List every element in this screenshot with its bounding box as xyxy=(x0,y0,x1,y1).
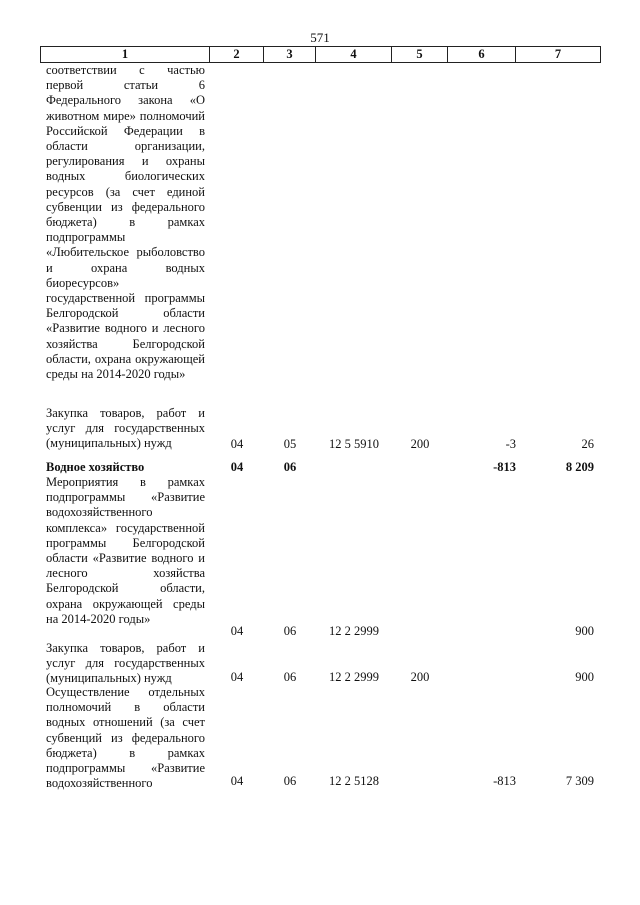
cell-subsection: 06 xyxy=(283,460,297,474)
column-header-5: 5 xyxy=(392,47,448,63)
cell-target-article: 12 5 5910 xyxy=(329,437,379,451)
cell-subsection: 06 xyxy=(283,670,297,684)
row-description: Закупка товаров, работ и услуг для государственных (муниципальных) нужд xyxy=(46,406,205,451)
page-number: 571 xyxy=(310,30,330,45)
cell-total-amount: 900 xyxy=(575,670,594,684)
row-description: Закупка товаров, работ и услуг для государственных (муниципальных) нужд xyxy=(46,641,205,686)
column-header-row xyxy=(41,47,601,63)
cell-total-amount: 900 xyxy=(575,624,594,638)
cell-total-amount: 7 309 xyxy=(565,774,594,788)
cell-subsection: 05 xyxy=(283,437,297,451)
cell-section: 04 xyxy=(230,460,244,474)
cell-expense-type: 200 xyxy=(410,670,430,684)
cell-total-amount: 8 209 xyxy=(565,460,594,474)
cell-expense-type: 200 xyxy=(410,437,430,451)
column-header-7: 7 xyxy=(516,47,601,63)
cell-subsection: 06 xyxy=(283,624,297,638)
row-description: Осуществление отдельных полномочий в области водных отношений (за счет субвенций из федерального бюджета) в рамках подпрограммы «Развитие водохозяйственного xyxy=(46,685,205,791)
cell-section: 04 xyxy=(230,437,244,451)
cell-section: 04 xyxy=(230,670,244,684)
row-description: Мероприятия в рамках подпрограммы «Развитие водохозяйственного комплекса» государственной программы Белгородской области «Развитие водного и лесного хозяйства Белгородской области, охрана окружающей среды на 2014-2020 годы» xyxy=(46,475,205,626)
column-header-1: 1 xyxy=(41,47,210,63)
section-heading: Водное хозяйство xyxy=(46,460,145,474)
column-header-2: 2 xyxy=(210,47,264,63)
cell-section: 04 xyxy=(230,774,244,788)
cell-subsection: 06 xyxy=(283,774,297,788)
cell-target-article: 12 2 2999 xyxy=(329,624,379,638)
cell-target-article: 12 2 5128 xyxy=(329,774,379,788)
column-header-3: 3 xyxy=(264,47,316,63)
column-header-6: 6 xyxy=(448,47,516,63)
row-description: соответствии с частью первой статьи 6 Федерального закона «О животном мире» полномочий Российской Федерации в области организации, регулирования и охраны водных биологических ресурсов (за счет единой субвенции из федерального бюджета) в рамках подпрограммы «Любительское рыболовство и охрана водных биоресурсов» государственной программы Белгородской области «Развитие водного и лесного хозяйства Белгородской области, охрана окружающей среды на 2014-2020 годы» xyxy=(46,63,205,382)
cell-change-amount: -813 xyxy=(493,460,516,474)
column-header-4: 4 xyxy=(316,47,392,63)
cell-section: 04 xyxy=(230,624,244,638)
cell-change-amount: -813 xyxy=(493,774,516,788)
cell-total-amount: 26 xyxy=(581,437,594,451)
cell-target-article: 12 2 2999 xyxy=(329,670,379,684)
column-header-table xyxy=(40,46,601,63)
cell-change-amount: -3 xyxy=(505,437,516,451)
